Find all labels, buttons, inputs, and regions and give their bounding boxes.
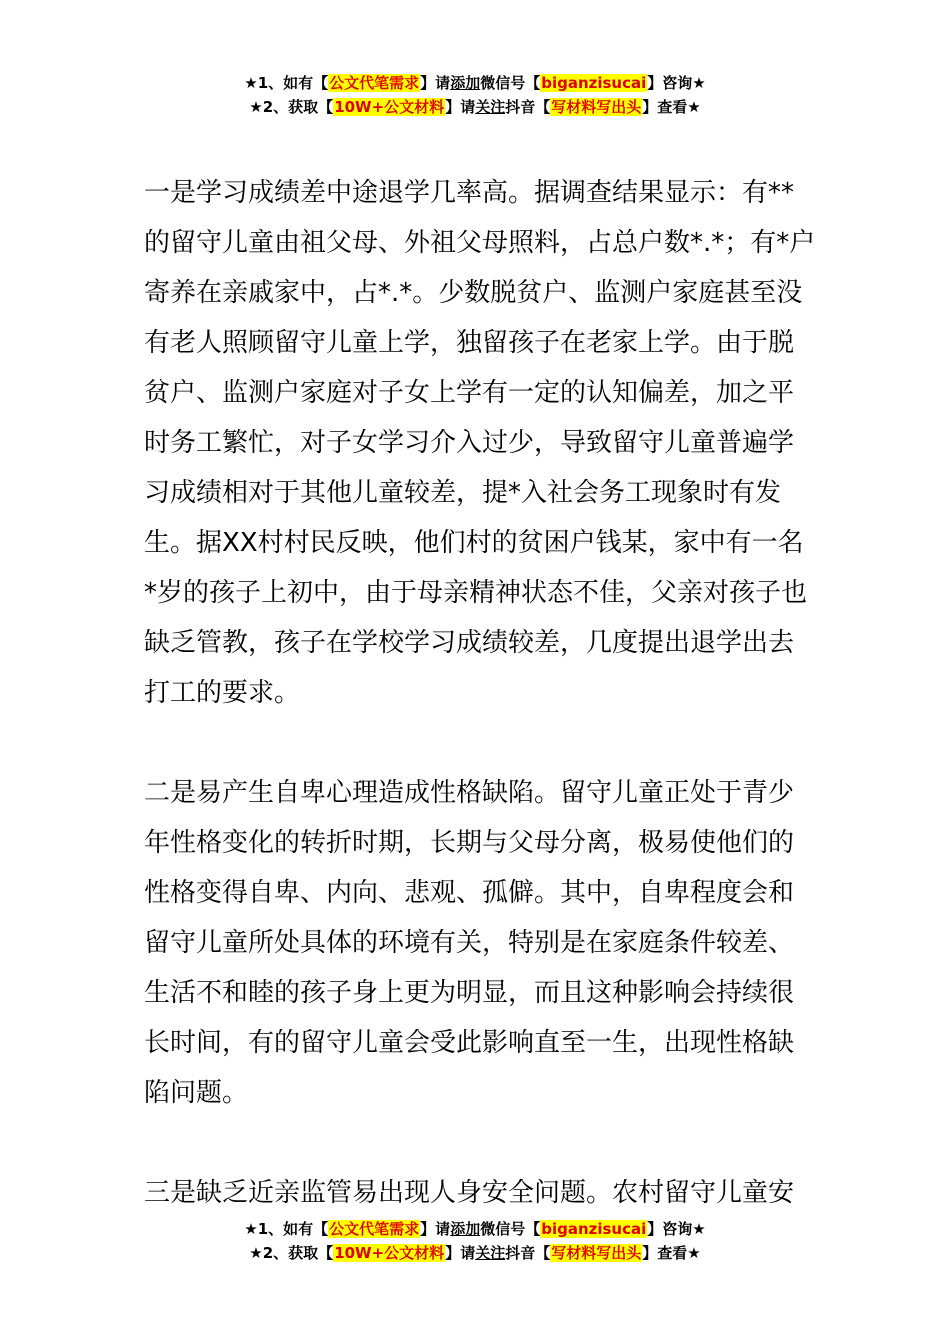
highlight-materials: 10W+公文材料: [334, 1244, 445, 1262]
document-body: [144, 168, 816, 1218]
banner-line-2: ★2、获取【10W+公文材料】请关注抖音【写材料写出头】查看★: [249, 1244, 701, 1262]
highlight-materials: 10W+公文材料: [334, 98, 445, 116]
underline-follow: 关注: [475, 98, 506, 116]
paragraph-2: 二是易产生自卑心理造成性格缺陷。留守儿童正处于青少年性格变化的转折时期，长期与父母分离，极易使他们的性格变得自卑、内向、悲观、孤僻。其中，自卑程度会和留守儿童所处具体的环境有关，特别是在家庭条件较差、生活不和睦的孩子身上更为明显，而且这种影响会持续很长时间，有的留守儿童会受此影响直至一生，出现性格缺陷问题。: [144, 778, 795, 1108]
highlight-service: 公文代笔需求: [329, 74, 420, 92]
highlight-service: 公文代笔需求: [329, 1220, 420, 1238]
underline-add: 添加: [450, 1220, 481, 1238]
underline-add: 添加: [450, 74, 481, 92]
paragraph-1: 一是学习成绩差中途退学几率高。据调查结果显示：有**的留守儿童由祖父母、外祖父母照料，占总户数*.*；有*户寄养在亲戚家中，占*.*。少数脱贫户、监测户家庭甚至没有老人照顾留守儿童上学，独留孩子在老家上学。由于脱贫户、监测户家庭对子女上学有一定的认知偏差，加之平时务工繁忙，对子女学习介入过少，导致留守儿童普遍学习成绩相对于其他儿童较差，提*入社会务工现象时有发生。据XX村村民反映，他们村的贫困户钱某，家中有一名*岁的孩子上初中，由于母亲精神状态不佳，父亲对孩子也缺乏管教，孩子在学校学习成绩较差，几度提出退学出去打工的要求。: [144, 178, 816, 708]
banner-line-2: ★2、获取【10W+公文材料】请关注抖音【写材料写出头】查看★: [249, 98, 701, 116]
highlight-douyin: 写材料写出头: [551, 1244, 642, 1262]
underline-follow: 关注: [475, 1244, 506, 1262]
highlight-wechat-id: biganzisucai: [541, 1220, 647, 1238]
banner-line-1: ★1、如有【公文代笔需求】请添加微信号【biganzisucai】咨询★: [244, 74, 706, 92]
paragraph-3: 三是缺乏近亲监管易出现人身安全问题。农村留守儿童安: [144, 1178, 795, 1208]
highlight-wechat-id: biganzisucai: [541, 74, 647, 92]
header-banner: [0, 71, 950, 119]
banner-line-1: ★1、如有【公文代笔需求】请添加微信号【biganzisucai】咨询★: [244, 1220, 706, 1238]
highlight-douyin: 写材料写出头: [551, 98, 642, 116]
footer-banner: [0, 1217, 950, 1265]
